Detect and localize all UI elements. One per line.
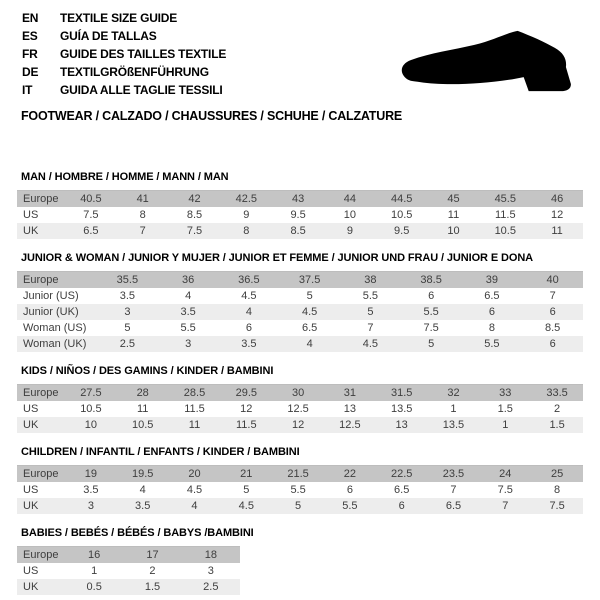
size-cell: 4 <box>191 500 198 512</box>
size-cell: 40.5 <box>80 193 102 205</box>
section-man <box>17 171 583 239</box>
language-code: EN <box>22 11 39 25</box>
size-cell: 5.5 <box>290 484 306 496</box>
row-label: Europe <box>23 387 59 399</box>
size-cell: 10.5 <box>80 403 102 415</box>
size-cell: 7.5 <box>497 484 513 496</box>
section-children <box>17 446 583 514</box>
size-cell: 4.5 <box>301 306 318 318</box>
section-title-babies: BABIES / BEBÉS / BÉBÉS / BABYS /BAMBINI <box>21 527 254 539</box>
row-label: UK <box>23 500 39 512</box>
table-row <box>17 272 583 289</box>
size-cell: 33 <box>499 387 512 399</box>
size-cell: 6 <box>245 322 252 334</box>
table-row <box>17 288 583 304</box>
size-cell: 17 <box>146 549 159 561</box>
table-row <box>17 223 583 239</box>
category-title: FOOTWEAR / CALZADO / CHAUSSURES / SCHUHE / CALZATURE <box>21 109 403 123</box>
row-label: Woman (UK) <box>23 338 87 350</box>
row-label: US <box>23 484 39 496</box>
size-cell: 7.5 <box>83 209 99 221</box>
size-cell: 22 <box>343 468 356 480</box>
shoe-icon <box>397 29 583 95</box>
row-label: US <box>23 565 39 577</box>
size-cell: 10 <box>447 225 460 237</box>
size-cell: 12.5 <box>339 419 361 431</box>
size-cell: 28 <box>136 387 149 399</box>
size-cell: 4.5 <box>238 500 254 512</box>
size-cell: 6 <box>488 306 495 318</box>
size-cell: 31 <box>343 387 356 399</box>
size-cell: 11 <box>551 225 563 237</box>
size-cell: 33.5 <box>546 387 568 399</box>
size-cell: 38.5 <box>420 274 442 286</box>
size-cell: 5 <box>295 500 302 512</box>
size-cell: 7 <box>450 484 457 496</box>
size-cell: 40 <box>546 274 559 286</box>
size-cell: 18 <box>204 549 217 561</box>
size-cell: 32 <box>447 387 460 399</box>
size-cell: 5.5 <box>342 500 358 512</box>
size-cell: 1.5 <box>144 581 161 593</box>
table-row <box>17 320 583 336</box>
size-cell: 6.5 <box>484 290 500 302</box>
size-cell: 24 <box>499 468 512 480</box>
size-cell: 11 <box>447 209 460 221</box>
size-cell: 10 <box>84 419 98 431</box>
size-cell: 29.5 <box>235 387 257 399</box>
row-label: UK <box>23 225 39 237</box>
size-cell: 13 <box>343 403 356 415</box>
size-cell: 8 <box>554 484 561 496</box>
size-cell: 6 <box>549 338 556 350</box>
size-cell: 27.5 <box>80 387 102 399</box>
size-cell: 9 <box>346 225 353 237</box>
row-label: Junior (US) <box>23 290 79 302</box>
size-cell: 5.5 <box>180 322 196 334</box>
size-cell: 11 <box>136 403 149 415</box>
size-cell: 41 <box>136 193 149 205</box>
size-cell: 3 <box>87 500 94 512</box>
size-cell: 42 <box>188 193 201 205</box>
table-row <box>17 401 583 417</box>
size-cell: 25 <box>550 468 564 480</box>
section-title-junior-woman: JUNIOR & WOMAN / JUNIOR Y MUJER / JUNIOR ET FEMME / JUNIOR UND FRAU / JUNIOR E DONA <box>21 252 534 264</box>
size-cell: 31.5 <box>390 387 413 399</box>
language-line <box>22 9 226 27</box>
size-cell: 6.5 <box>445 500 462 512</box>
size-cell: 12 <box>240 403 253 415</box>
size-cell: 5.5 <box>484 338 500 350</box>
size-cell: 3.5 <box>180 306 196 318</box>
size-cell: 28.5 <box>183 387 206 399</box>
size-cell: 8 <box>243 225 250 237</box>
size-cell: 42.5 <box>235 193 257 205</box>
size-cell: 6 <box>398 500 405 512</box>
size-cell: 3.5 <box>135 500 151 512</box>
size-cell: 7 <box>367 322 374 334</box>
size-cell: 21 <box>240 468 253 480</box>
size-cell: 10.5 <box>390 209 413 221</box>
row-label: Europe <box>23 549 59 561</box>
size-cell: 21.5 <box>287 468 309 480</box>
size-cell: 3 <box>207 565 214 577</box>
size-cell: 35.5 <box>116 274 139 286</box>
size-cell: 30 <box>291 387 305 399</box>
size-cell: 8.5 <box>186 209 203 221</box>
size-cell: 13 <box>395 419 408 431</box>
size-cell: 8 <box>139 209 146 221</box>
row-label: Junior (UK) <box>23 306 79 318</box>
size-cell: 8.5 <box>544 322 561 334</box>
size-cell: 11.5 <box>235 419 257 431</box>
row-label: UK <box>23 419 39 431</box>
row-label: Europe <box>23 274 59 286</box>
size-cell: 1.5 <box>497 403 513 415</box>
language-line <box>22 27 226 45</box>
row-label: Woman (US) <box>23 322 87 334</box>
table-row <box>17 498 583 514</box>
size-cell: 6.5 <box>394 484 410 496</box>
row-label: Europe <box>23 468 59 480</box>
size-cell: 5 <box>306 290 313 302</box>
size-cell: 12 <box>550 209 564 221</box>
size-cell: 2.5 <box>119 338 136 350</box>
size-cell: 36 <box>182 274 195 286</box>
language-header <box>22 9 226 99</box>
size-cell: 6.5 <box>301 322 318 334</box>
size-cell: 12.5 <box>287 403 309 415</box>
size-cell: 11.5 <box>184 403 205 415</box>
language-line <box>22 45 226 63</box>
size-cell: 2 <box>554 403 561 415</box>
size-cell: 11 <box>188 419 201 431</box>
table-row <box>17 563 240 579</box>
language-label: GUÍA DE TALLAS <box>60 29 157 43</box>
size-cell: 5 <box>243 484 250 496</box>
size-cell: 19.5 <box>131 468 154 480</box>
size-cell: 1 <box>502 419 509 431</box>
size-cell: 8.5 <box>290 225 306 237</box>
size-cell: 2.5 <box>203 581 219 593</box>
size-cell: 6 <box>346 484 353 496</box>
size-cell: 7 <box>139 225 146 237</box>
table-row <box>17 336 583 352</box>
size-cell: 3 <box>124 306 131 318</box>
size-table-kids <box>17 384 583 433</box>
size-cell: 39 <box>485 274 498 286</box>
size-table-children <box>17 465 583 514</box>
size-cell: 4 <box>245 306 252 318</box>
size-cell: 13.5 <box>442 419 465 431</box>
size-cell: 9.5 <box>394 225 410 237</box>
table-row <box>17 547 240 564</box>
language-line <box>22 81 226 99</box>
size-cell: 6 <box>549 306 556 318</box>
size-cell: 16 <box>88 549 101 561</box>
size-cell: 37.5 <box>298 274 321 286</box>
row-label: Europe <box>23 193 59 205</box>
size-cell: 5 <box>428 338 435 350</box>
size-cell: 3.5 <box>83 484 99 496</box>
language-label: TEXTILGRÖßENFÜHRUNG <box>60 65 209 79</box>
size-cell: 10 <box>343 209 356 221</box>
language-code: ES <box>22 29 38 43</box>
row-label: US <box>23 403 39 415</box>
size-cell: 4 <box>185 290 192 302</box>
language-line <box>22 63 226 81</box>
size-cell: 4 <box>306 338 313 350</box>
size-cell: 4.5 <box>186 484 203 496</box>
size-cell: 8 <box>488 322 495 334</box>
size-cell: 5 <box>124 322 131 334</box>
size-cell: 4.5 <box>241 290 257 302</box>
table-row <box>17 385 583 402</box>
size-cell: 7 <box>502 500 509 512</box>
section-junior-woman <box>17 252 583 352</box>
language-label: GUIDE DES TAILLES TEXTILE <box>60 47 227 61</box>
language-code: IT <box>22 83 33 97</box>
table-row <box>17 482 583 498</box>
size-cell: 45 <box>447 193 460 205</box>
size-cell: 4 <box>139 484 146 496</box>
section-title-children: CHILDREN / INFANTIL / ENFANTS / KINDER / BAMBINI <box>21 446 300 458</box>
language-label: GUIDA ALLE TAGLIE TESSILI <box>60 83 223 97</box>
size-cell: 13.5 <box>390 403 413 415</box>
size-cell: 7.5 <box>423 322 439 334</box>
size-cell: 36.5 <box>238 274 260 286</box>
size-cell: 7.5 <box>186 225 203 237</box>
language-code: FR <box>22 47 38 61</box>
size-cell: 9.5 <box>290 209 306 221</box>
size-cell: 3 <box>185 338 192 350</box>
size-cell: 44.5 <box>390 193 413 205</box>
size-cell: 3.5 <box>119 290 136 302</box>
size-table-babies <box>17 546 240 595</box>
size-cell: 7 <box>549 290 556 302</box>
table-row <box>17 191 583 208</box>
language-label: TEXTILE SIZE GUIDE <box>60 11 178 25</box>
language-code: DE <box>22 65 39 79</box>
row-label: UK <box>23 581 39 593</box>
table-row <box>17 207 583 223</box>
size-cell: 5.5 <box>423 306 439 318</box>
size-cell: 7.5 <box>549 500 565 512</box>
size-cell: 10.5 <box>494 225 516 237</box>
size-cell: 5.5 <box>362 290 379 302</box>
size-cell: 23.5 <box>442 468 465 480</box>
size-cell: 3.5 <box>241 338 257 350</box>
size-cell: 10.5 <box>131 419 154 431</box>
table-row <box>17 466 583 483</box>
size-tables <box>17 158 583 595</box>
size-cell: 2 <box>149 565 156 577</box>
size-cell: 19 <box>84 468 98 480</box>
size-cell: 45.5 <box>494 193 516 205</box>
size-cell: 6.5 <box>83 225 99 237</box>
size-cell: 20 <box>188 468 201 480</box>
row-label: US <box>23 209 39 221</box>
table-row <box>17 304 583 320</box>
section-title-man: MAN / HOMBRE / HOMME / MANN / MAN <box>21 171 229 183</box>
size-cell: 11.5 <box>494 209 516 221</box>
size-cell: 1 <box>450 403 457 415</box>
section-title-kids: KIDS / NIÑOS / DES GAMINS / KINDER / BAMBINI <box>21 365 274 377</box>
size-cell: 38 <box>364 274 377 286</box>
size-cell: 9 <box>243 209 250 221</box>
size-cell: 22.5 <box>390 468 413 480</box>
size-cell: 46 <box>550 193 564 205</box>
size-table-junior-woman <box>17 271 583 352</box>
table-row <box>17 579 240 595</box>
size-cell: 5 <box>367 306 374 318</box>
table-row <box>17 417 583 433</box>
size-cell: 6 <box>428 290 435 302</box>
size-table-man <box>17 190 583 239</box>
section-kids <box>17 365 583 433</box>
section-babies <box>17 527 583 595</box>
size-cell: 1.5 <box>549 419 565 431</box>
size-cell: 12 <box>291 419 305 431</box>
size-cell: 4.5 <box>362 338 379 350</box>
size-cell: 0.5 <box>86 581 102 593</box>
size-cell: 44 <box>343 193 356 205</box>
size-cell: 1 <box>91 565 98 577</box>
size-cell: 43 <box>291 193 305 205</box>
